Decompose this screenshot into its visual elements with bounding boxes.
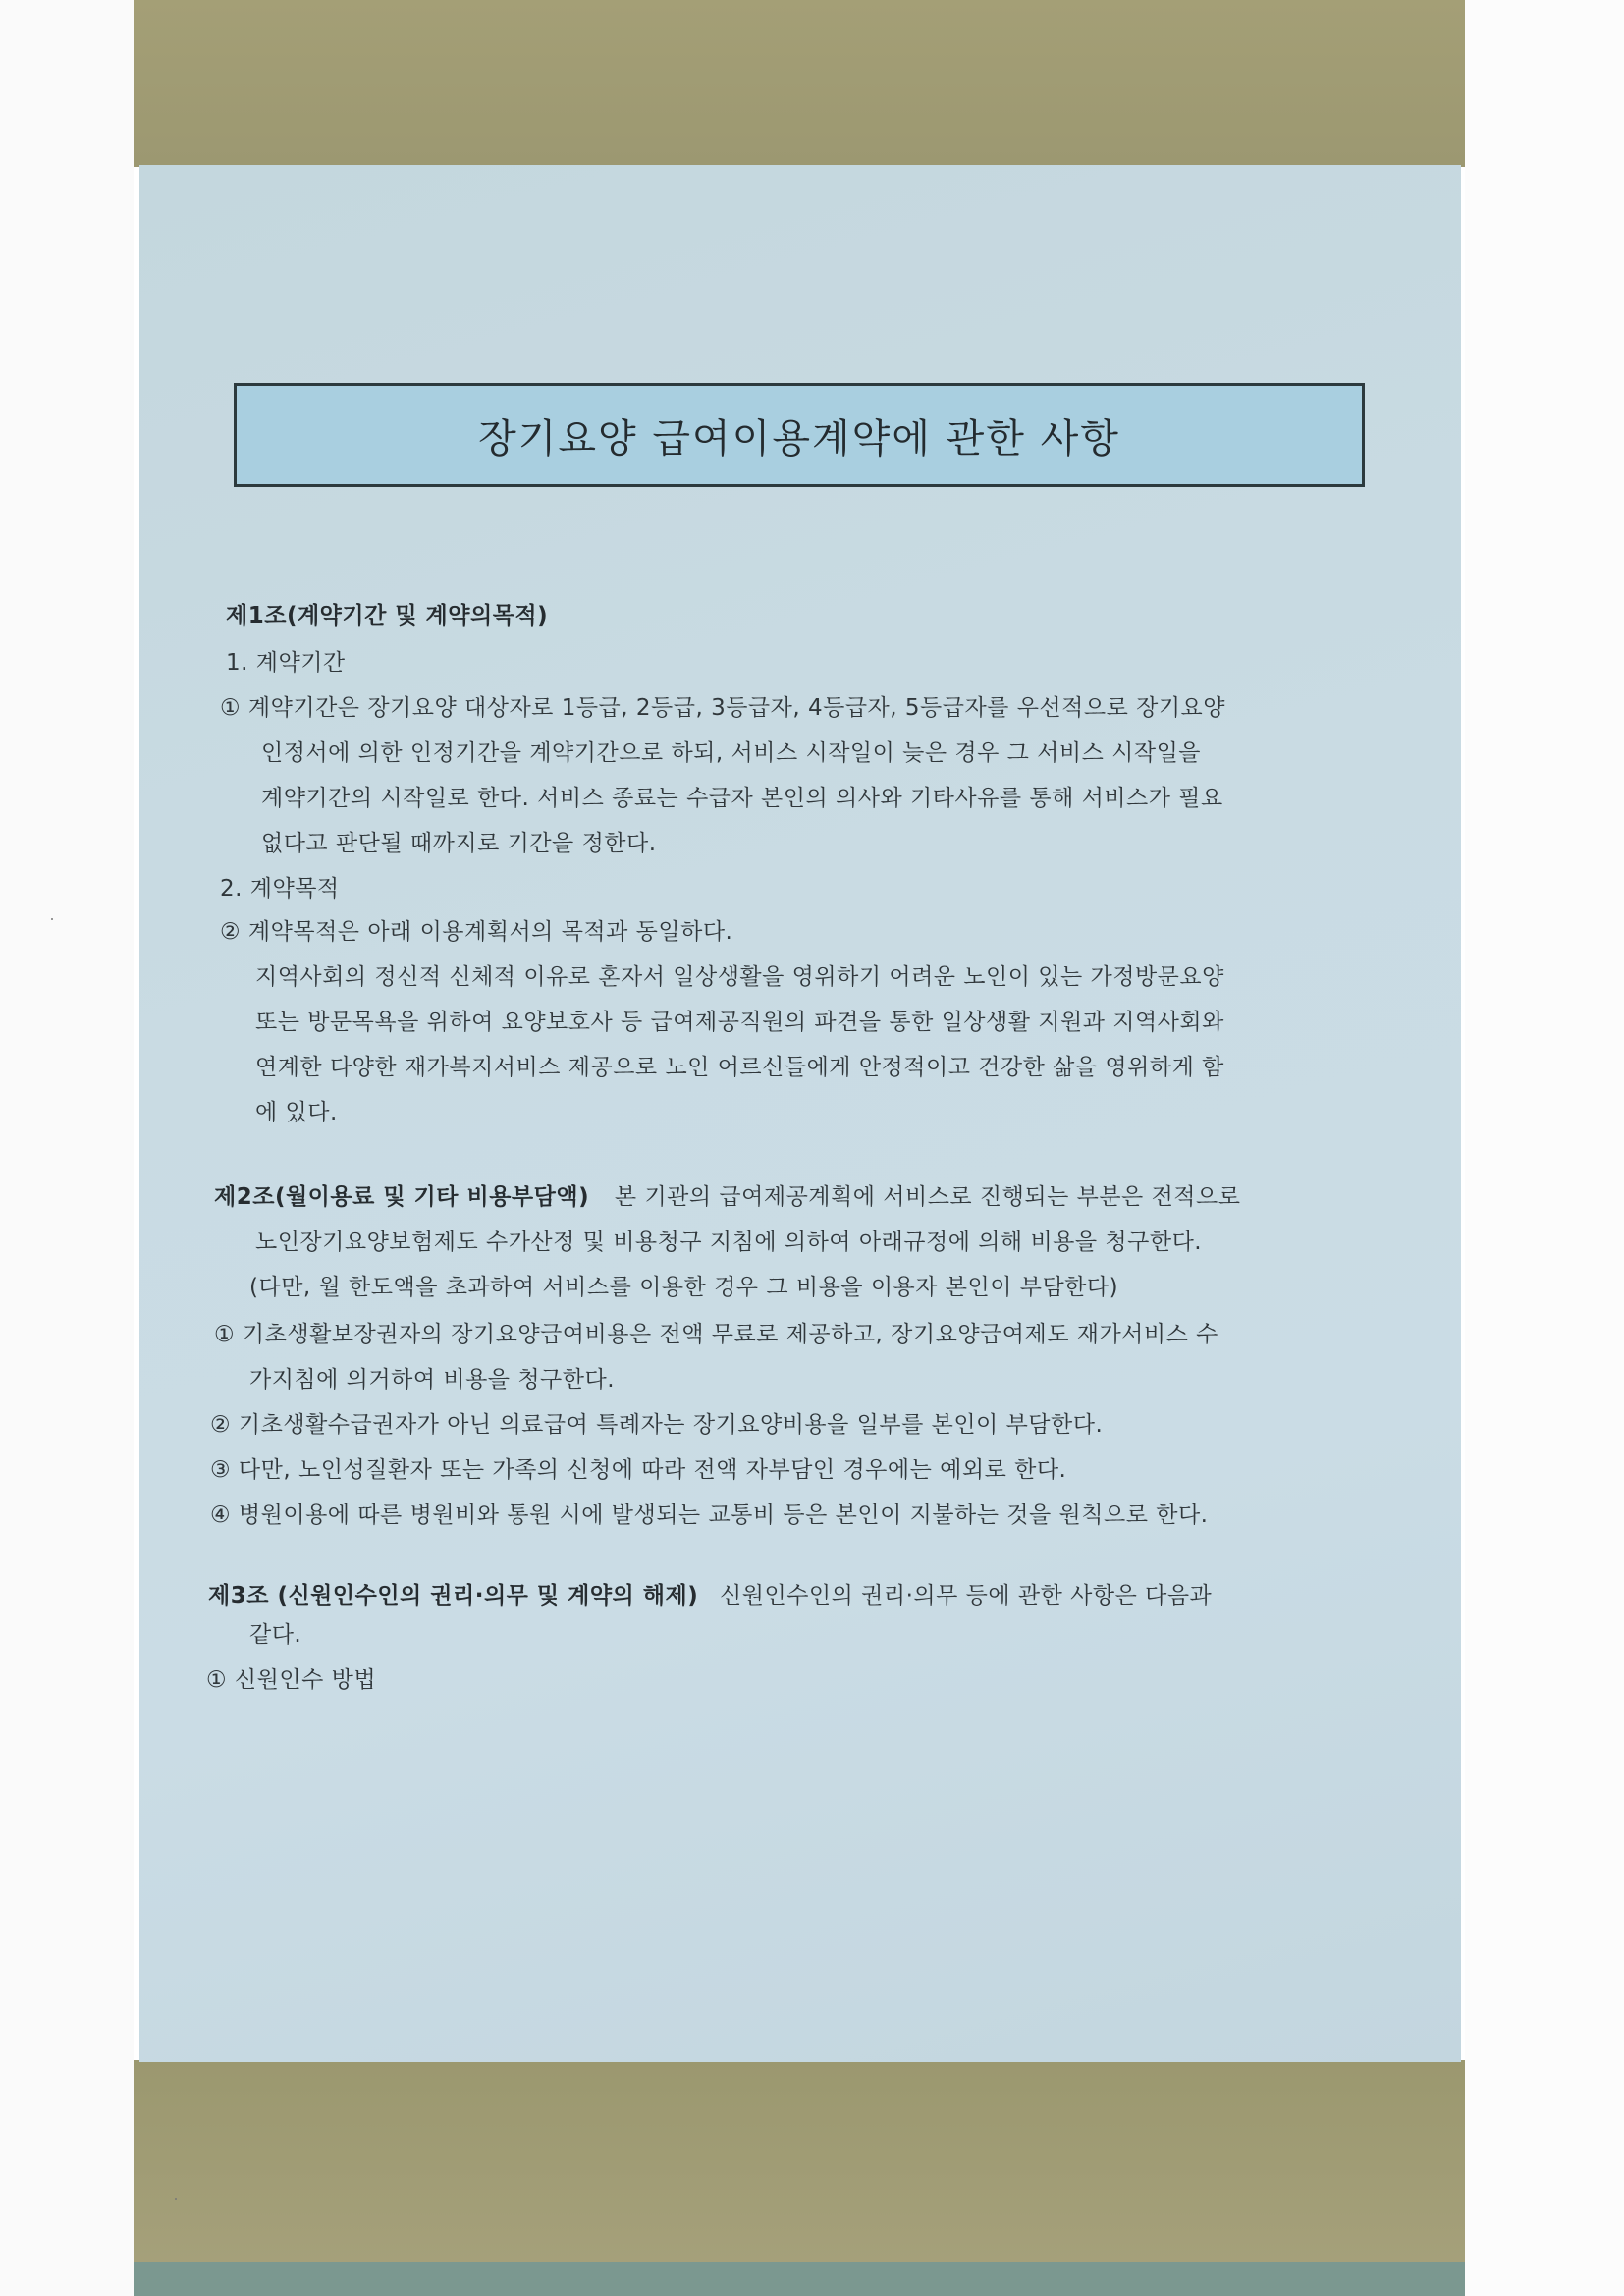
- article3-lead: 신원인수인의 권리·의무 등에 관한 사항은 다음과: [720, 1583, 1213, 1609]
- article3-heading: 제3조 (신원인수인의 권리·의무 및 계약의 해제): [208, 1583, 699, 1609]
- article2-item-line: ③ 다만, 노인성질환자 또는 가족의 신청에 따라 전액 자부담인 경우에는 예외로 한다.: [210, 1457, 1067, 1483]
- article2-item-line: ④ 병원이용에 따른 병원비와 통원 시에 발생되는 교통비 등은 본인이 지불하는 것을 원칙으로 한다.: [210, 1503, 1209, 1528]
- document-title-box: [234, 383, 1365, 487]
- scan-left-margin: [0, 0, 134, 2296]
- article1-item2-line: ② 계약목적은 아래 이용계획서의 목적과 동일하다.: [220, 919, 733, 945]
- article2-line: 노인장기요양보험제도 수가산정 및 비용청구 지침에 의하여 아래규정에 의해 비용을 청구한다.: [255, 1230, 1203, 1255]
- scan-background-bottom: [134, 2060, 1465, 2262]
- article2-item-line: 가지침에 의거하여 비용을 청구한다.: [249, 1367, 616, 1393]
- article2-first-line: [214, 1178, 1240, 1211]
- document-page: [139, 165, 1461, 2062]
- article1-heading: 제1조(계약기간 및 계약의목적): [226, 603, 549, 629]
- article2-line: (다만, 월 한도액을 초과하여 서비스를 이용한 경우 그 비용을 이용자 본인이 부담한다): [249, 1275, 1119, 1300]
- scan-speck: [175, 2198, 177, 2200]
- article2-item-line: ① 기초생활보장권자의 장기요양급여비용은 전액 무료로 제공하고, 장기요양급여제도 재가서비스 수: [214, 1322, 1218, 1347]
- article1-item2-line: 또는 방문목욕을 위하여 요양보호사 등 급여제공직원의 파견을 통한 일상생활 지원과 지역사회와: [255, 1010, 1224, 1035]
- article2-item-line: ② 기초생활수급권자가 아닌 의료급여 특례자는 장기요양비용을 일부를 본인이 부담한다.: [210, 1412, 1104, 1438]
- article1-item1-line: 없다고 판단될 때까지로 기간을 정한다.: [261, 831, 657, 856]
- article1-item1-line: 인정서에 의한 인정기간을 계약기간으로 하되, 서비스 시작일이 늦은 경우 그 서비스 시작일을: [261, 740, 1202, 766]
- article3-item1: ① 신원인수 방법: [206, 1667, 377, 1693]
- article1-sub-purpose: 2. 계약목적: [220, 876, 340, 902]
- scan-background-top: [134, 0, 1465, 167]
- scan-right-margin: [1465, 0, 1624, 2296]
- scan-background-strip: [134, 2262, 1465, 2296]
- article1-item1-line: 계약기간의 시작일로 한다. 서비스 종료는 수급자 본인의 의사와 기타사유를 통해 서비스가 필요: [261, 786, 1223, 811]
- article1-item2-line: 에 있다.: [255, 1100, 338, 1125]
- article1-item1-line: ① 계약기간은 장기요양 대상자로 1등급, 2등급, 3등급자, 4등급자, 5등급자를 우선적으로 장기요양: [220, 695, 1225, 721]
- document-title: 장기요양 급여이용계약에 관한 사항: [478, 415, 1120, 462]
- scan-speck: [51, 918, 53, 920]
- article3-cont: 같다.: [249, 1622, 302, 1648]
- article2-heading: 제2조(월이용료 및 기타 비용부담액): [214, 1184, 590, 1210]
- article1-item2-line: 지역사회의 정신적 신체적 이유로 혼자서 일상생활을 영위하기 어려운 노인이 있는 가정방문요양: [255, 964, 1224, 990]
- article1-sub-period: 1. 계약기간: [226, 650, 346, 676]
- article2-lead: 본 기관의 급여제공계획에 서비스로 진행되는 부분은 전적으로: [614, 1184, 1241, 1210]
- article3-first-line: [208, 1577, 1212, 1610]
- article1-item2-line: 연계한 다양한 재가복지서비스 제공으로 노인 어르신들에게 안정적이고 건강한 삶을 영위하게 함: [255, 1055, 1224, 1080]
